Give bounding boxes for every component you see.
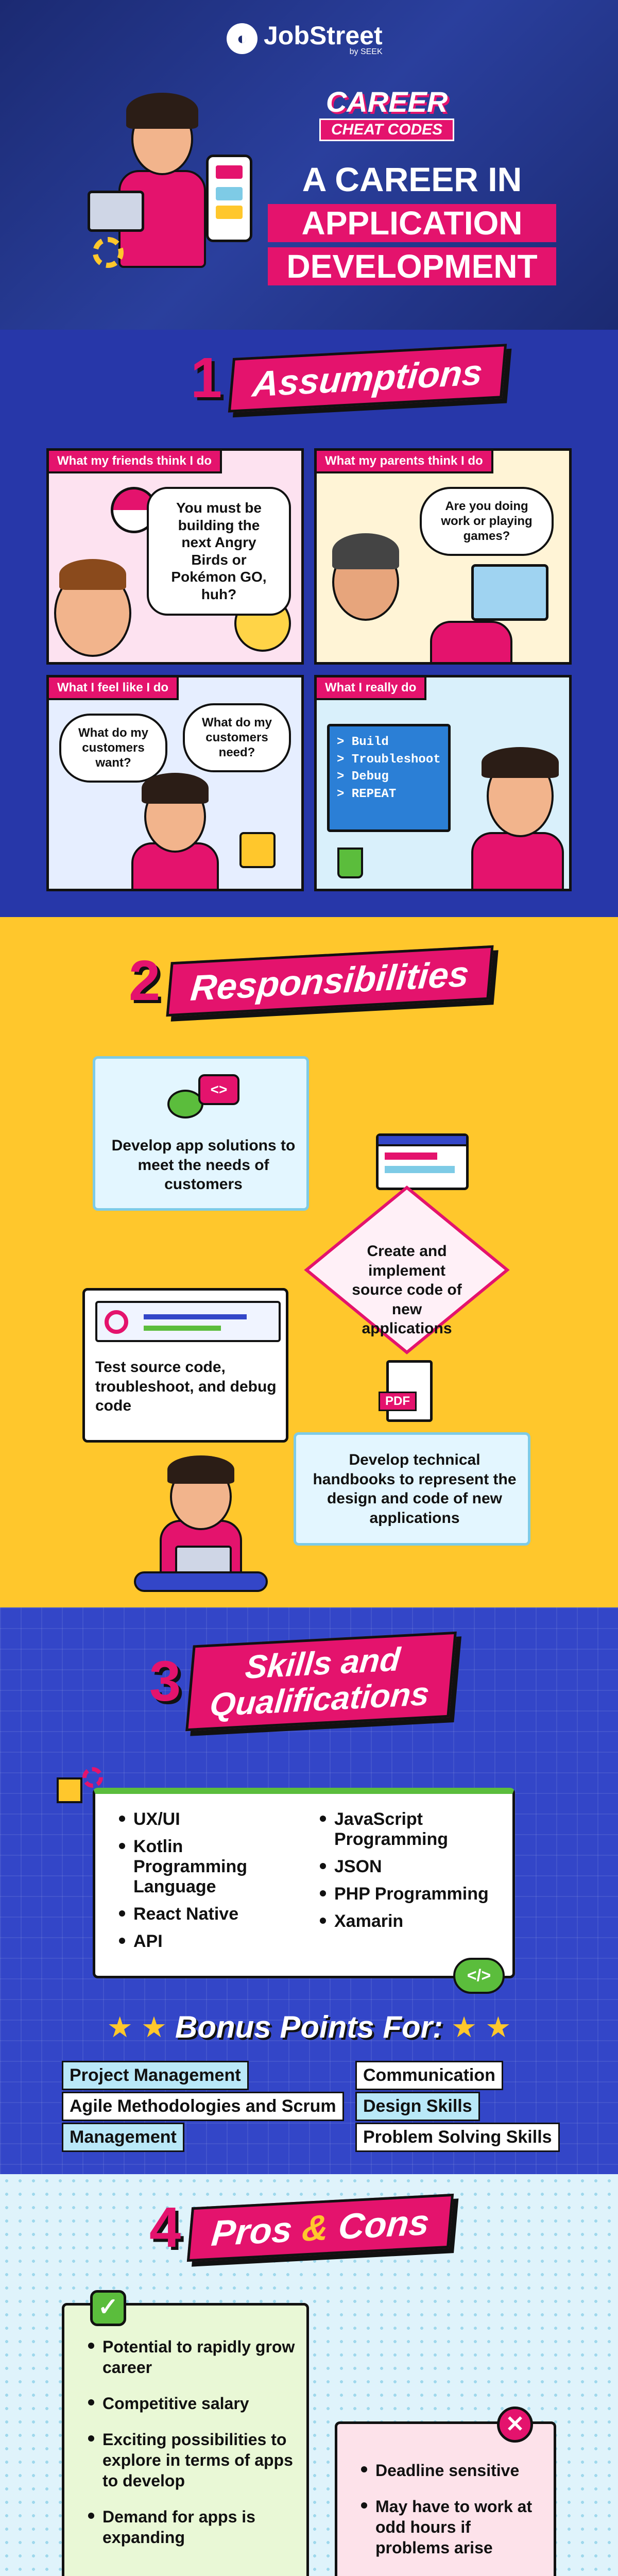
responsibility-diamond <box>304 1185 510 1355</box>
responsibilities-section <box>0 917 618 1607</box>
skills-column-left <box>116 1809 301 1959</box>
section-title: Skills and Qualifications <box>185 1632 457 1731</box>
thought-bubble: What do my customers need? <box>183 703 291 772</box>
monitor-icon <box>471 564 548 621</box>
code-tag-icon: </> <box>453 1958 505 1994</box>
bonus-title: Bonus Points For: <box>175 2010 443 2044</box>
browser-window-icon <box>376 1133 469 1190</box>
series-badge <box>319 85 454 141</box>
star-icon: ★ <box>451 2010 477 2043</box>
skills-column-right <box>317 1809 502 1939</box>
skill-item: PHP Programming <box>317 1884 502 1904</box>
star-icon: ★ <box>107 2010 133 2043</box>
page-title <box>268 160 556 285</box>
bonus-tag: Management <box>62 2123 184 2152</box>
responsibility-card <box>93 1056 309 1211</box>
responsibility-text: Test source code, troubleshoot, and debug code <box>95 1359 277 1414</box>
bonus-tag: Communication <box>355 2061 503 2090</box>
panel-label: What my friends think I do <box>49 451 222 473</box>
con-item: Deadline sensitive <box>358 2460 548 2481</box>
brand-name: JobStreet <box>264 21 383 50</box>
series-line-2: CHEAT CODES <box>319 118 454 141</box>
panel-feel <box>46 675 304 891</box>
skill-item: Xamarin <box>317 1911 502 1931</box>
x-icon: ✕ <box>497 2406 533 2443</box>
thought-bubble: What do my customers want? <box>59 714 167 783</box>
skill-item: UX/UI <box>116 1809 301 1829</box>
proscons-section <box>0 2174 618 2576</box>
star-icon: ★ <box>141 2010 167 2043</box>
check-icon: ✓ <box>90 2290 126 2326</box>
speech-bubble: Are you doing work or playing games? <box>420 487 554 556</box>
section-number: 2 <box>129 949 161 1012</box>
bonus-tag: Design Skills <box>355 2092 480 2121</box>
skill-item: JSON <box>317 1857 502 1877</box>
panel-parents <box>314 448 572 665</box>
skills-card <box>93 1788 515 1978</box>
laptop-icon <box>88 191 144 232</box>
assumptions-section <box>0 330 618 917</box>
cons-card <box>335 2412 556 2576</box>
speech-bubble: You must be building the next Angry Birds or Pokémon GO, huh? <box>147 487 291 616</box>
bonus-tag: Problem Solving Skills <box>355 2123 560 2152</box>
section-number: 4 <box>149 2196 181 2259</box>
skills-section <box>0 1607 618 2174</box>
pdf-label: PDF <box>379 1392 417 1411</box>
gear-icon <box>93 237 124 268</box>
pros-card <box>62 2294 309 2576</box>
code-bubble-icon: <> <box>167 1074 239 1121</box>
code-screen: > Build > Troubleshoot > Debug > REPEAT <box>327 724 451 832</box>
section-number: 3 <box>149 1649 181 1713</box>
section-number: 1 <box>191 346 222 410</box>
responsibility-text: Create and implement source code of new applications <box>352 1243 462 1337</box>
developer-illustration <box>82 67 258 283</box>
coffee-cup-icon <box>337 848 363 878</box>
section-title: Responsibilities <box>166 945 494 1016</box>
header-section <box>0 0 618 330</box>
developer-sitting-illustration <box>129 1453 273 1597</box>
brand-logo[interactable] <box>227 21 383 57</box>
pro-item: Competitive salary <box>85 2393 296 2414</box>
series-line-1: CAREER <box>325 86 448 118</box>
panel-label: What my parents think I do <box>317 451 493 473</box>
bonus-tag: Agile Methodologies and Scrum <box>62 2092 344 2121</box>
responsibility-card <box>294 1432 530 1546</box>
section-title: Pros & Cons <box>187 2193 454 2261</box>
pro-item: Demand for apps is expanding <box>85 2506 296 2548</box>
panel-label: What I really do <box>317 677 426 700</box>
con-item: May have to work at odd hours if problems arise <box>358 2496 548 2558</box>
skill-item: JavaScript Programming <box>317 1809 502 1850</box>
panel-label: What I feel like I do <box>49 677 179 700</box>
bonus-tag: Project Management <box>62 2061 249 2090</box>
responsibility-text: Develop technical handbooks to represent the design and code of new applications <box>313 1451 517 1527</box>
responsibility-card <box>82 1288 288 1443</box>
section-title: Assumptions <box>228 344 507 413</box>
dashboard-icon <box>95 1301 281 1342</box>
phone-screen-icon <box>206 155 252 242</box>
puzzle-icon <box>239 832 276 868</box>
bonus-title-row <box>103 2009 515 2045</box>
panel-friends <box>46 448 304 665</box>
jobstreet-logo-icon: ◐ <box>227 23 258 54</box>
pros-list <box>85 2336 296 2555</box>
pro-item: Potential to rapidly grow career <box>85 2336 296 2378</box>
panel-really <box>314 675 572 891</box>
pro-item: Exciting possibilities to explore in terms of apps to develop <box>85 2429 296 2491</box>
skill-item: React Native <box>116 1904 301 1924</box>
cons-list <box>358 2460 548 2565</box>
pdf-document-icon <box>386 1360 433 1422</box>
skill-item: Kotlin Programming Language <box>116 1837 301 1897</box>
title-line-1: A CAREER IN <box>302 160 522 198</box>
skill-item: API <box>116 1931 301 1952</box>
star-icon: ★ <box>485 2010 511 2043</box>
responsibility-text: Develop app solutions to meet the needs of customers <box>111 1137 296 1193</box>
brand-sub: by SEEK <box>349 47 383 56</box>
title-line-3: DEVELOPMENT <box>268 247 556 285</box>
title-line-2: APPLICATION <box>268 204 556 242</box>
